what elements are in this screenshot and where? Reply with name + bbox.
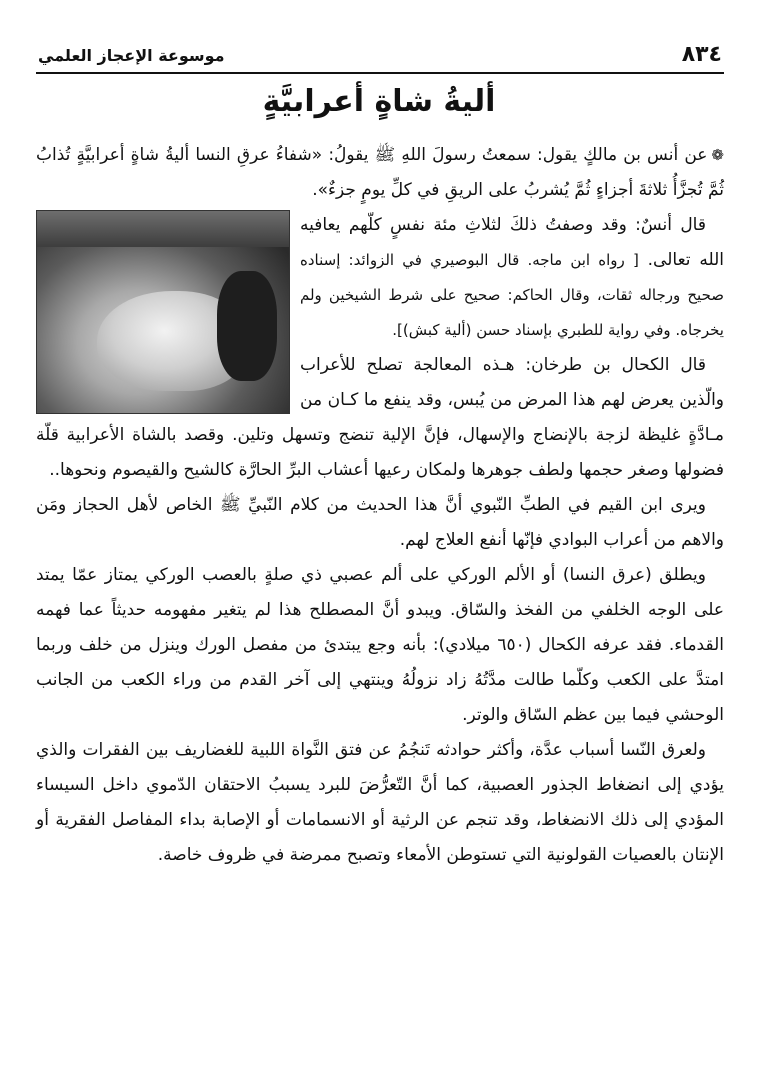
- anas-statement: قال أنسٌ: وقد وصفتُ ذلكَ لثلاثِ مئة نفسٍ كلّهم يعافيه الله تعالى.: [300, 215, 724, 270]
- citation: [ رواه ابن ماجه. قال البوصيري في الزوائد: إسناده صحيح ورجاله ثقات، وقال الحاكم: صحيح على شرط الشيخين ولم يخرجاه. وفي رواية للطبري بإسناد حسن (ألية كبش)].: [300, 251, 724, 339]
- sheep-photo: [36, 210, 290, 414]
- body-paragraph: قال الكحال بن طرخان: هـذه المعالجة تصلح للأعراب والّذين يعرض لهم هذا المرض من يُبس، وقد ينفع ما كـان من مـادَّةٍ غليظة لزجة بالإنضاج والإسهال، فإنَّ الإلية تنضج وتسهل وتلين. وقصد بالشاة الأعرابية قلّة فضولها وصغر حجمها ولطف جوهرها ولمكان رعيها أعشاب البرِّ الحارَّة كالشيح والقيصوم ونحوها..: [36, 355, 724, 480]
- photo-background: [37, 211, 289, 247]
- flower-ornament-icon: ❁: [711, 146, 724, 164]
- body-paragraph: ويطلق (عرق النسا) أو الألم الوركي على ألم عصبي ذي صلةٍ بالعصب الوركي يمتاز عمّا يمتد على الوجه الخلفي من الفخذ والسّاق. ويبدو أنَّ المصطلح هذا لم يتغير مفهومه حديثاً عما فهمه القدماء. فقد عرفه الكحال (٦٥٠ ميلادي): بأنه وجع يبتدئ من مفصل الورك وينزل من خلف وربما امتدَّ على الكعب وكلّما طالت مدَّتُهُ زاد نزولُهُ وينتهي إلى آخر القدم من وراء الكعب من الجانب الوحشي فيما بين عظم السّاق والوتر.: [36, 565, 724, 725]
- hadith-text: عن أنس بن مالكٍ يقول: سمعتُ رسولَ اللهِ ﷺ يقولُ: «شفاءُ عرقِ النسا أليةُ شاةٍ أعرابيَّةٍ تُذابُ ثُمَّ تُجزَّأُ ثلاثةَ أجزاءٍ ثُمَّ يُشربُ على الريقِ في كلِّ يومٍ جزءٌ».: [36, 145, 724, 200]
- hadith-paragraph: [36, 138, 724, 208]
- running-title: موسوعة الإعجاز العلمي: [38, 46, 225, 65]
- page-number: ٨٣٤: [681, 42, 722, 67]
- article-title: أليةُ شاةٍ أعرابيَّةٍ: [262, 84, 496, 119]
- page-header: [36, 42, 724, 72]
- body-paragraph: ولعرق النّسا أسباب عدَّة، وأكثر حوادثه تَنجُمُ عن فتق النَّواة اللبية للغضاريف بين الفقرات والذي يؤدي إلى انضغاط الجذور العصبية، كما أنَّ التّعرُّضَ للبرد يسببُ الاحتقان الدّموي داخل السيساء المؤدي إلى ذلك الانضغاط، وقد تنجم عن الرثية أو الانسمامات أو الإصابة بداء المفاصل الفقرية أو الإنتان بالعصيات القولونية التي تستوطن الأمعاء وتصبح ممرضة في ظروف خاصة.: [36, 740, 724, 865]
- article-body: [36, 138, 724, 873]
- body-paragraph: ويرى ابن القيم في الطبِّ النّبوي أنَّ هذا الحديث من كلام النّبيِّ ﷺ الخاص لأهل الحجاز ومَن والاهم من أعراب البوادي فإنّها أنفع العلاج لهم.: [36, 495, 724, 550]
- header-divider: [36, 72, 724, 74]
- sheep-head: [217, 271, 277, 381]
